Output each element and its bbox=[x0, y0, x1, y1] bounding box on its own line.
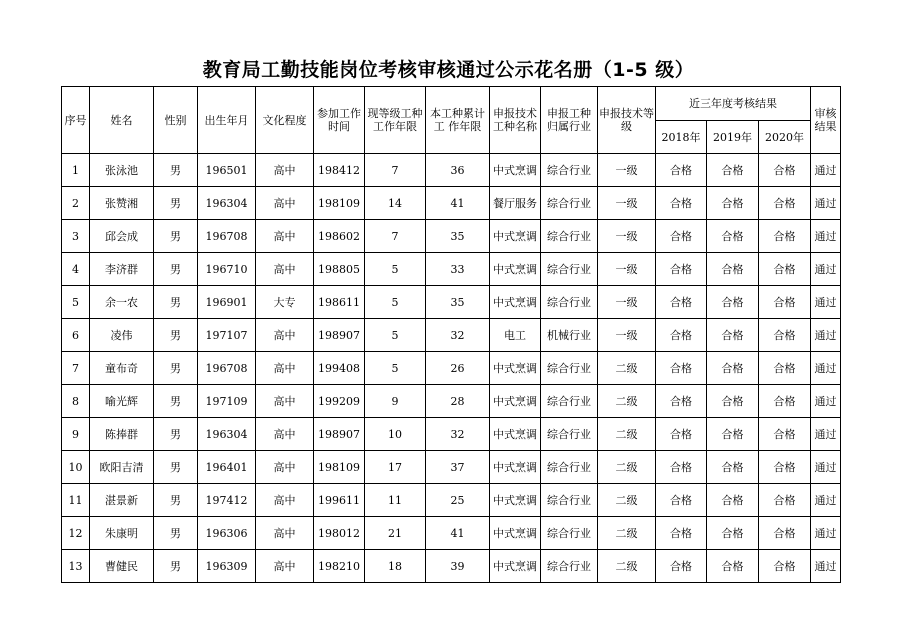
cell-work-start: 199611 bbox=[314, 484, 365, 517]
cell-gender: 男 bbox=[154, 187, 198, 220]
cell-level: 二级 bbox=[598, 352, 656, 385]
cell-level: 一级 bbox=[598, 319, 656, 352]
cell-level: 二级 bbox=[598, 385, 656, 418]
cell-2019: 合格 bbox=[707, 319, 759, 352]
cell-gender: 男 bbox=[154, 517, 198, 550]
cell-result: 通过 bbox=[811, 253, 841, 286]
cell-seq: 5 bbox=[62, 286, 90, 319]
table-row bbox=[62, 385, 841, 418]
cell-work-start: 198109 bbox=[314, 187, 365, 220]
cell-work-start: 198012 bbox=[314, 517, 365, 550]
cell-2018: 合格 bbox=[656, 154, 707, 187]
header-result: 审核结果 bbox=[811, 87, 841, 154]
cell-education: 高中 bbox=[256, 484, 314, 517]
header-2019: 2019年 bbox=[707, 121, 759, 154]
cell-2019: 合格 bbox=[707, 484, 759, 517]
cell-grade-years: 7 bbox=[365, 154, 426, 187]
cell-birth: 196304 bbox=[198, 187, 256, 220]
cell-grade-years: 10 bbox=[365, 418, 426, 451]
cell-work-start: 199209 bbox=[314, 385, 365, 418]
cell-level: 一级 bbox=[598, 154, 656, 187]
table-row bbox=[62, 319, 841, 352]
cell-name: 张赞湘 bbox=[90, 187, 154, 220]
cell-work-start: 199408 bbox=[314, 352, 365, 385]
cell-birth: 196901 bbox=[198, 286, 256, 319]
cell-grade-years: 17 bbox=[365, 451, 426, 484]
cell-2020: 合格 bbox=[759, 154, 811, 187]
cell-level: 一级 bbox=[598, 187, 656, 220]
cell-trade: 中式烹调 bbox=[490, 418, 541, 451]
cell-industry: 综合行业 bbox=[541, 352, 598, 385]
cell-birth: 196304 bbox=[198, 418, 256, 451]
cell-industry: 综合行业 bbox=[541, 517, 598, 550]
cell-2018: 合格 bbox=[656, 253, 707, 286]
cell-level: 二级 bbox=[598, 484, 656, 517]
cell-result: 通过 bbox=[811, 352, 841, 385]
cell-grade-years: 18 bbox=[365, 550, 426, 583]
cell-gender: 男 bbox=[154, 286, 198, 319]
cell-grade-years: 11 bbox=[365, 484, 426, 517]
cell-name: 李济群 bbox=[90, 253, 154, 286]
header-level: 申报技术等级 bbox=[598, 87, 656, 154]
cell-name: 张泳池 bbox=[90, 154, 154, 187]
cell-2020: 合格 bbox=[759, 352, 811, 385]
cell-name: 喻光辉 bbox=[90, 385, 154, 418]
header-grade-years: 现等级工种工作年限 bbox=[365, 87, 426, 154]
cell-industry: 综合行业 bbox=[541, 187, 598, 220]
cell-result: 通过 bbox=[811, 385, 841, 418]
cell-total-years: 32 bbox=[426, 319, 490, 352]
cell-gender: 男 bbox=[154, 319, 198, 352]
cell-level: 二级 bbox=[598, 418, 656, 451]
cell-work-start: 198907 bbox=[314, 418, 365, 451]
cell-level: 二级 bbox=[598, 550, 656, 583]
cell-total-years: 35 bbox=[426, 220, 490, 253]
cell-result: 通过 bbox=[811, 319, 841, 352]
cell-2019: 合格 bbox=[707, 550, 759, 583]
cell-birth: 197107 bbox=[198, 319, 256, 352]
cell-2020: 合格 bbox=[759, 517, 811, 550]
cell-2018: 合格 bbox=[656, 187, 707, 220]
cell-grade-years: 5 bbox=[365, 352, 426, 385]
cell-grade-years: 5 bbox=[365, 319, 426, 352]
cell-trade: 中式烹调 bbox=[490, 451, 541, 484]
cell-industry: 综合行业 bbox=[541, 451, 598, 484]
header-total-years: 本工种累计工 作年限 bbox=[426, 87, 490, 154]
cell-birth: 196708 bbox=[198, 220, 256, 253]
cell-name: 欧阳吉清 bbox=[90, 451, 154, 484]
cell-trade: 中式烹调 bbox=[490, 517, 541, 550]
cell-work-start: 198210 bbox=[314, 550, 365, 583]
cell-industry: 综合行业 bbox=[541, 253, 598, 286]
table-row bbox=[62, 418, 841, 451]
cell-name: 陈捧群 bbox=[90, 418, 154, 451]
cell-seq: 1 bbox=[62, 154, 90, 187]
cell-grade-years: 5 bbox=[365, 253, 426, 286]
cell-2019: 合格 bbox=[707, 253, 759, 286]
cell-seq: 9 bbox=[62, 418, 90, 451]
cell-industry: 综合行业 bbox=[541, 484, 598, 517]
header-gender: 性别 bbox=[154, 87, 198, 154]
cell-2020: 合格 bbox=[759, 319, 811, 352]
cell-total-years: 32 bbox=[426, 418, 490, 451]
cell-2018: 合格 bbox=[656, 517, 707, 550]
cell-birth: 196708 bbox=[198, 352, 256, 385]
cell-2018: 合格 bbox=[656, 286, 707, 319]
cell-work-start: 198907 bbox=[314, 319, 365, 352]
cell-trade: 中式烹调 bbox=[490, 484, 541, 517]
cell-education: 高中 bbox=[256, 451, 314, 484]
cell-2020: 合格 bbox=[759, 220, 811, 253]
table-row bbox=[62, 286, 841, 319]
cell-result: 通过 bbox=[811, 550, 841, 583]
cell-work-start: 198611 bbox=[314, 286, 365, 319]
cell-work-start: 198805 bbox=[314, 253, 365, 286]
cell-seq: 3 bbox=[62, 220, 90, 253]
cell-name: 湛景新 bbox=[90, 484, 154, 517]
table-row bbox=[62, 517, 841, 550]
cell-level: 二级 bbox=[598, 517, 656, 550]
cell-trade: 中式烹调 bbox=[490, 154, 541, 187]
cell-trade: 中式烹调 bbox=[490, 220, 541, 253]
cell-seq: 2 bbox=[62, 187, 90, 220]
cell-result: 通过 bbox=[811, 154, 841, 187]
cell-industry: 综合行业 bbox=[541, 550, 598, 583]
cell-total-years: 41 bbox=[426, 187, 490, 220]
header-review-group: 近三年度考核结果 bbox=[656, 87, 811, 121]
cell-total-years: 41 bbox=[426, 517, 490, 550]
cell-birth: 196501 bbox=[198, 154, 256, 187]
cell-grade-years: 7 bbox=[365, 220, 426, 253]
cell-grade-years: 21 bbox=[365, 517, 426, 550]
cell-2020: 合格 bbox=[759, 385, 811, 418]
table-row bbox=[62, 352, 841, 385]
cell-gender: 男 bbox=[154, 451, 198, 484]
cell-2019: 合格 bbox=[707, 418, 759, 451]
cell-education: 高中 bbox=[256, 253, 314, 286]
cell-2020: 合格 bbox=[759, 418, 811, 451]
cell-2020: 合格 bbox=[759, 187, 811, 220]
header-industry: 申报工种归属行业 bbox=[541, 87, 598, 154]
cell-birth: 196309 bbox=[198, 550, 256, 583]
cell-education: 大专 bbox=[256, 286, 314, 319]
cell-total-years: 28 bbox=[426, 385, 490, 418]
table-row bbox=[62, 253, 841, 286]
cell-industry: 综合行业 bbox=[541, 385, 598, 418]
cell-2019: 合格 bbox=[707, 187, 759, 220]
cell-2019: 合格 bbox=[707, 385, 759, 418]
cell-trade: 中式烹调 bbox=[490, 286, 541, 319]
table-row bbox=[62, 154, 841, 187]
cell-2020: 合格 bbox=[759, 451, 811, 484]
header-seq: 序号 bbox=[62, 87, 90, 154]
cell-grade-years: 5 bbox=[365, 286, 426, 319]
cell-trade: 电工 bbox=[490, 319, 541, 352]
cell-gender: 男 bbox=[154, 220, 198, 253]
cell-2020: 合格 bbox=[759, 253, 811, 286]
cell-seq: 12 bbox=[62, 517, 90, 550]
cell-gender: 男 bbox=[154, 385, 198, 418]
cell-birth: 196306 bbox=[198, 517, 256, 550]
header-2020: 2020年 bbox=[759, 121, 811, 154]
cell-2020: 合格 bbox=[759, 550, 811, 583]
cell-2019: 合格 bbox=[707, 517, 759, 550]
cell-seq: 10 bbox=[62, 451, 90, 484]
cell-level: 一级 bbox=[598, 286, 656, 319]
cell-education: 高中 bbox=[256, 187, 314, 220]
cell-2018: 合格 bbox=[656, 319, 707, 352]
cell-education: 高中 bbox=[256, 220, 314, 253]
cell-industry: 综合行业 bbox=[541, 154, 598, 187]
cell-birth: 196710 bbox=[198, 253, 256, 286]
cell-2018: 合格 bbox=[656, 385, 707, 418]
cell-total-years: 25 bbox=[426, 484, 490, 517]
cell-total-years: 35 bbox=[426, 286, 490, 319]
cell-2018: 合格 bbox=[656, 220, 707, 253]
cell-education: 高中 bbox=[256, 550, 314, 583]
cell-name: 余一农 bbox=[90, 286, 154, 319]
cell-result: 通过 bbox=[811, 220, 841, 253]
cell-name: 朱康明 bbox=[90, 517, 154, 550]
cell-work-start: 198412 bbox=[314, 154, 365, 187]
cell-education: 高中 bbox=[256, 352, 314, 385]
cell-2018: 合格 bbox=[656, 451, 707, 484]
cell-gender: 男 bbox=[154, 154, 198, 187]
cell-trade: 中式烹调 bbox=[490, 550, 541, 583]
cell-industry: 综合行业 bbox=[541, 418, 598, 451]
cell-2019: 合格 bbox=[707, 220, 759, 253]
cell-trade: 中式烹调 bbox=[490, 352, 541, 385]
cell-total-years: 36 bbox=[426, 154, 490, 187]
cell-education: 高中 bbox=[256, 385, 314, 418]
table-row bbox=[62, 187, 841, 220]
cell-grade-years: 14 bbox=[365, 187, 426, 220]
header-name: 姓名 bbox=[90, 87, 154, 154]
header-2018: 2018年 bbox=[656, 121, 707, 154]
cell-birth: 197109 bbox=[198, 385, 256, 418]
cell-industry: 综合行业 bbox=[541, 286, 598, 319]
cell-gender: 男 bbox=[154, 418, 198, 451]
cell-trade: 中式烹调 bbox=[490, 385, 541, 418]
cell-trade: 餐厅服务 bbox=[490, 187, 541, 220]
table-row bbox=[62, 550, 841, 583]
cell-2018: 合格 bbox=[656, 484, 707, 517]
cell-result: 通过 bbox=[811, 187, 841, 220]
cell-result: 通过 bbox=[811, 484, 841, 517]
cell-seq: 11 bbox=[62, 484, 90, 517]
header-trade: 申报技术工种名称 bbox=[490, 87, 541, 154]
cell-name: 凌伟 bbox=[90, 319, 154, 352]
cell-industry: 机械行业 bbox=[541, 319, 598, 352]
cell-education: 高中 bbox=[256, 154, 314, 187]
cell-grade-years: 9 bbox=[365, 385, 426, 418]
cell-2019: 合格 bbox=[707, 451, 759, 484]
cell-work-start: 198602 bbox=[314, 220, 365, 253]
cell-2019: 合格 bbox=[707, 286, 759, 319]
cell-birth: 196401 bbox=[198, 451, 256, 484]
cell-seq: 8 bbox=[62, 385, 90, 418]
cell-gender: 男 bbox=[154, 352, 198, 385]
table-row bbox=[62, 484, 841, 517]
cell-2018: 合格 bbox=[656, 550, 707, 583]
cell-gender: 男 bbox=[154, 253, 198, 286]
cell-result: 通过 bbox=[811, 418, 841, 451]
cell-seq: 4 bbox=[62, 253, 90, 286]
cell-total-years: 39 bbox=[426, 550, 490, 583]
cell-level: 一级 bbox=[598, 253, 656, 286]
cell-total-years: 26 bbox=[426, 352, 490, 385]
table-row bbox=[62, 451, 841, 484]
cell-2019: 合格 bbox=[707, 352, 759, 385]
header-education: 文化程度 bbox=[256, 87, 314, 154]
header-birth: 出生年月 bbox=[198, 87, 256, 154]
cell-education: 高中 bbox=[256, 319, 314, 352]
document-title: 教育局工勤技能岗位考核审核通过公示花名册（1-5 级） bbox=[202, 59, 695, 81]
cell-gender: 男 bbox=[154, 484, 198, 517]
cell-work-start: 198109 bbox=[314, 451, 365, 484]
cell-level: 二级 bbox=[598, 451, 656, 484]
cell-education: 高中 bbox=[256, 517, 314, 550]
cell-result: 通过 bbox=[811, 286, 841, 319]
cell-2020: 合格 bbox=[759, 286, 811, 319]
cell-result: 通过 bbox=[811, 517, 841, 550]
cell-trade: 中式烹调 bbox=[490, 253, 541, 286]
cell-seq: 7 bbox=[62, 352, 90, 385]
cell-seq: 13 bbox=[62, 550, 90, 583]
cell-2019: 合格 bbox=[707, 154, 759, 187]
roster-table bbox=[61, 86, 841, 583]
cell-total-years: 33 bbox=[426, 253, 490, 286]
cell-birth: 197412 bbox=[198, 484, 256, 517]
cell-result: 通过 bbox=[811, 451, 841, 484]
cell-education: 高中 bbox=[256, 418, 314, 451]
cell-name: 邱会成 bbox=[90, 220, 154, 253]
cell-industry: 综合行业 bbox=[541, 220, 598, 253]
cell-total-years: 37 bbox=[426, 451, 490, 484]
cell-2018: 合格 bbox=[656, 352, 707, 385]
cell-gender: 男 bbox=[154, 550, 198, 583]
cell-name: 童布奇 bbox=[90, 352, 154, 385]
cell-seq: 6 bbox=[62, 319, 90, 352]
cell-2018: 合格 bbox=[656, 418, 707, 451]
header-work-start: 参加工作时间 bbox=[314, 87, 365, 154]
table-row bbox=[62, 220, 841, 253]
cell-2020: 合格 bbox=[759, 484, 811, 517]
cell-name: 曹健民 bbox=[90, 550, 154, 583]
cell-level: 一级 bbox=[598, 220, 656, 253]
